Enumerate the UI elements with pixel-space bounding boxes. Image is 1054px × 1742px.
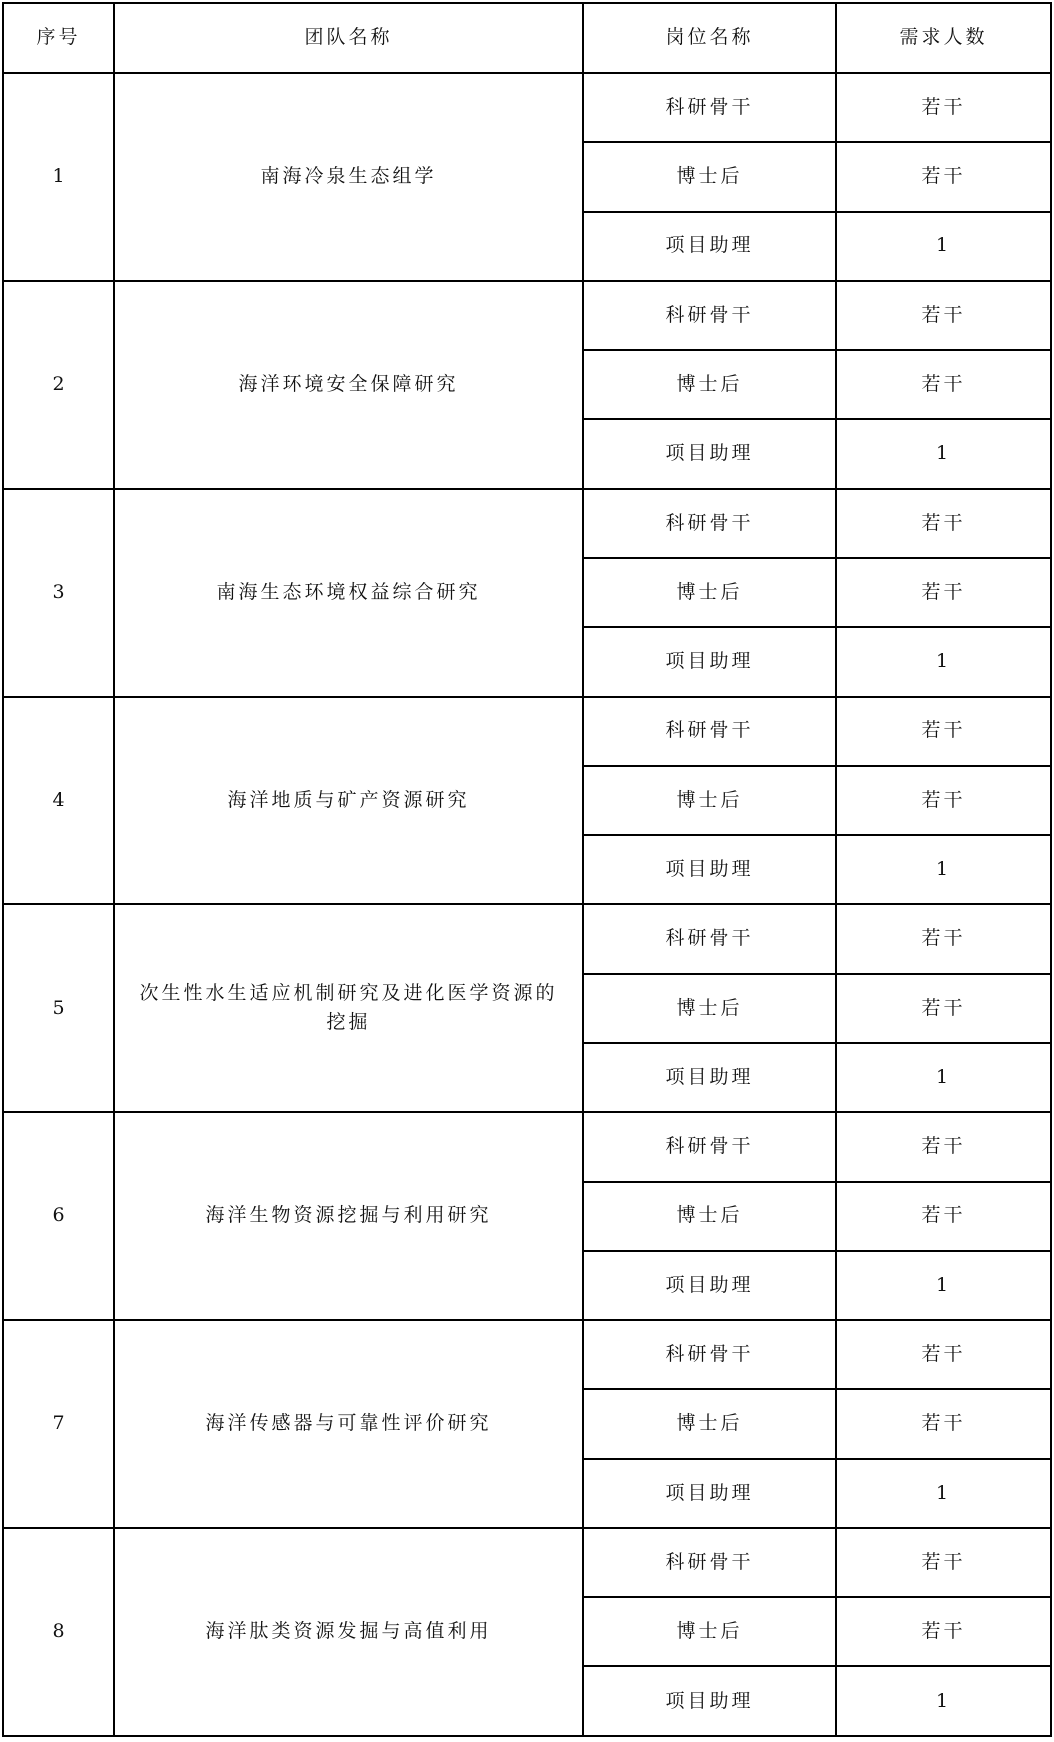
row-index-cell: 7 — [3, 1320, 114, 1528]
required-count-cell: 若干 — [836, 350, 1051, 419]
required-count-cell: 1 — [836, 419, 1051, 488]
required-count-cell: 1 — [836, 1459, 1051, 1528]
header-required-count: 需求人数 — [836, 3, 1051, 73]
required-count-cell: 若干 — [836, 142, 1051, 211]
position-name-cell: 博士后 — [583, 974, 836, 1043]
required-count-cell: 若干 — [836, 1182, 1051, 1251]
team-name-cell: 海洋生物资源挖掘与利用研究 — [114, 1112, 583, 1320]
position-name-cell: 科研骨干 — [583, 73, 836, 142]
table-row — [3, 697, 1051, 766]
required-count-cell: 若干 — [836, 766, 1051, 835]
position-name-cell: 科研骨干 — [583, 489, 836, 558]
required-count-cell: 若干 — [836, 1528, 1051, 1597]
position-name-cell: 博士后 — [583, 142, 836, 211]
position-name-cell: 博士后 — [583, 1389, 836, 1458]
required-count-cell: 1 — [836, 212, 1051, 281]
position-name-cell: 科研骨干 — [583, 281, 836, 350]
position-name-cell: 项目助理 — [583, 1666, 836, 1736]
table-row — [3, 1528, 1051, 1597]
required-count-cell: 若干 — [836, 697, 1051, 766]
required-count-cell: 若干 — [836, 974, 1051, 1043]
position-name-cell: 项目助理 — [583, 835, 836, 904]
required-count-cell: 若干 — [836, 1597, 1051, 1666]
position-name-cell: 项目助理 — [583, 1251, 836, 1320]
position-name-cell: 科研骨干 — [583, 697, 836, 766]
header-team-name: 团队名称 — [114, 3, 583, 73]
row-index-cell: 5 — [3, 904, 114, 1112]
team-name-cell: 南海冷泉生态组学 — [114, 73, 583, 281]
table-header-row — [3, 3, 1051, 73]
position-name-cell: 项目助理 — [583, 1459, 836, 1528]
required-count-cell: 1 — [836, 1043, 1051, 1112]
required-count-cell: 若干 — [836, 904, 1051, 973]
position-name-cell: 博士后 — [583, 1597, 836, 1666]
recruitment-table — [2, 2, 1052, 1737]
position-name-cell: 项目助理 — [583, 1043, 836, 1112]
required-count-cell: 若干 — [836, 1389, 1051, 1458]
required-count-cell: 若干 — [836, 281, 1051, 350]
position-name-cell: 项目助理 — [583, 627, 836, 696]
required-count-cell: 若干 — [836, 1320, 1051, 1389]
row-index-cell: 2 — [3, 281, 114, 489]
required-count-cell: 若干 — [836, 1112, 1051, 1181]
table-row — [3, 1320, 1051, 1389]
position-name-cell: 博士后 — [583, 558, 836, 627]
position-name-cell: 博士后 — [583, 350, 836, 419]
header-index: 序号 — [3, 3, 114, 73]
position-name-cell: 科研骨干 — [583, 1320, 836, 1389]
team-name-cell: 海洋肽类资源发掘与高值利用 — [114, 1528, 583, 1736]
team-name-cell: 次生性水生适应机制研究及进化医学资源的挖掘 — [114, 904, 583, 1112]
row-index-cell: 6 — [3, 1112, 114, 1320]
required-count-cell: 1 — [836, 835, 1051, 904]
header-position-name: 岗位名称 — [583, 3, 836, 73]
position-name-cell: 博士后 — [583, 766, 836, 835]
table-row — [3, 489, 1051, 558]
team-name-cell: 海洋地质与矿产资源研究 — [114, 697, 583, 905]
row-index-cell: 1 — [3, 73, 114, 281]
team-name-cell: 海洋环境安全保障研究 — [114, 281, 583, 489]
position-name-cell: 项目助理 — [583, 212, 836, 281]
required-count-cell: 1 — [836, 627, 1051, 696]
required-count-cell: 1 — [836, 1666, 1051, 1736]
table-row — [3, 73, 1051, 142]
required-count-cell: 1 — [836, 1251, 1051, 1320]
row-index-cell: 8 — [3, 1528, 114, 1736]
required-count-cell: 若干 — [836, 73, 1051, 142]
position-name-cell: 科研骨干 — [583, 1112, 836, 1181]
position-name-cell: 科研骨干 — [583, 1528, 836, 1597]
position-name-cell: 博士后 — [583, 1182, 836, 1251]
team-name-cell: 南海生态环境权益综合研究 — [114, 489, 583, 697]
position-name-cell: 科研骨干 — [583, 904, 836, 973]
required-count-cell: 若干 — [836, 489, 1051, 558]
table-row — [3, 1112, 1051, 1181]
row-index-cell: 3 — [3, 489, 114, 697]
team-name-cell: 海洋传感器与可靠性评价研究 — [114, 1320, 583, 1528]
row-index-cell: 4 — [3, 697, 114, 905]
table-row — [3, 904, 1051, 973]
table-row — [3, 281, 1051, 350]
required-count-cell: 若干 — [836, 558, 1051, 627]
position-name-cell: 项目助理 — [583, 419, 836, 488]
table-body — [3, 73, 1051, 1736]
